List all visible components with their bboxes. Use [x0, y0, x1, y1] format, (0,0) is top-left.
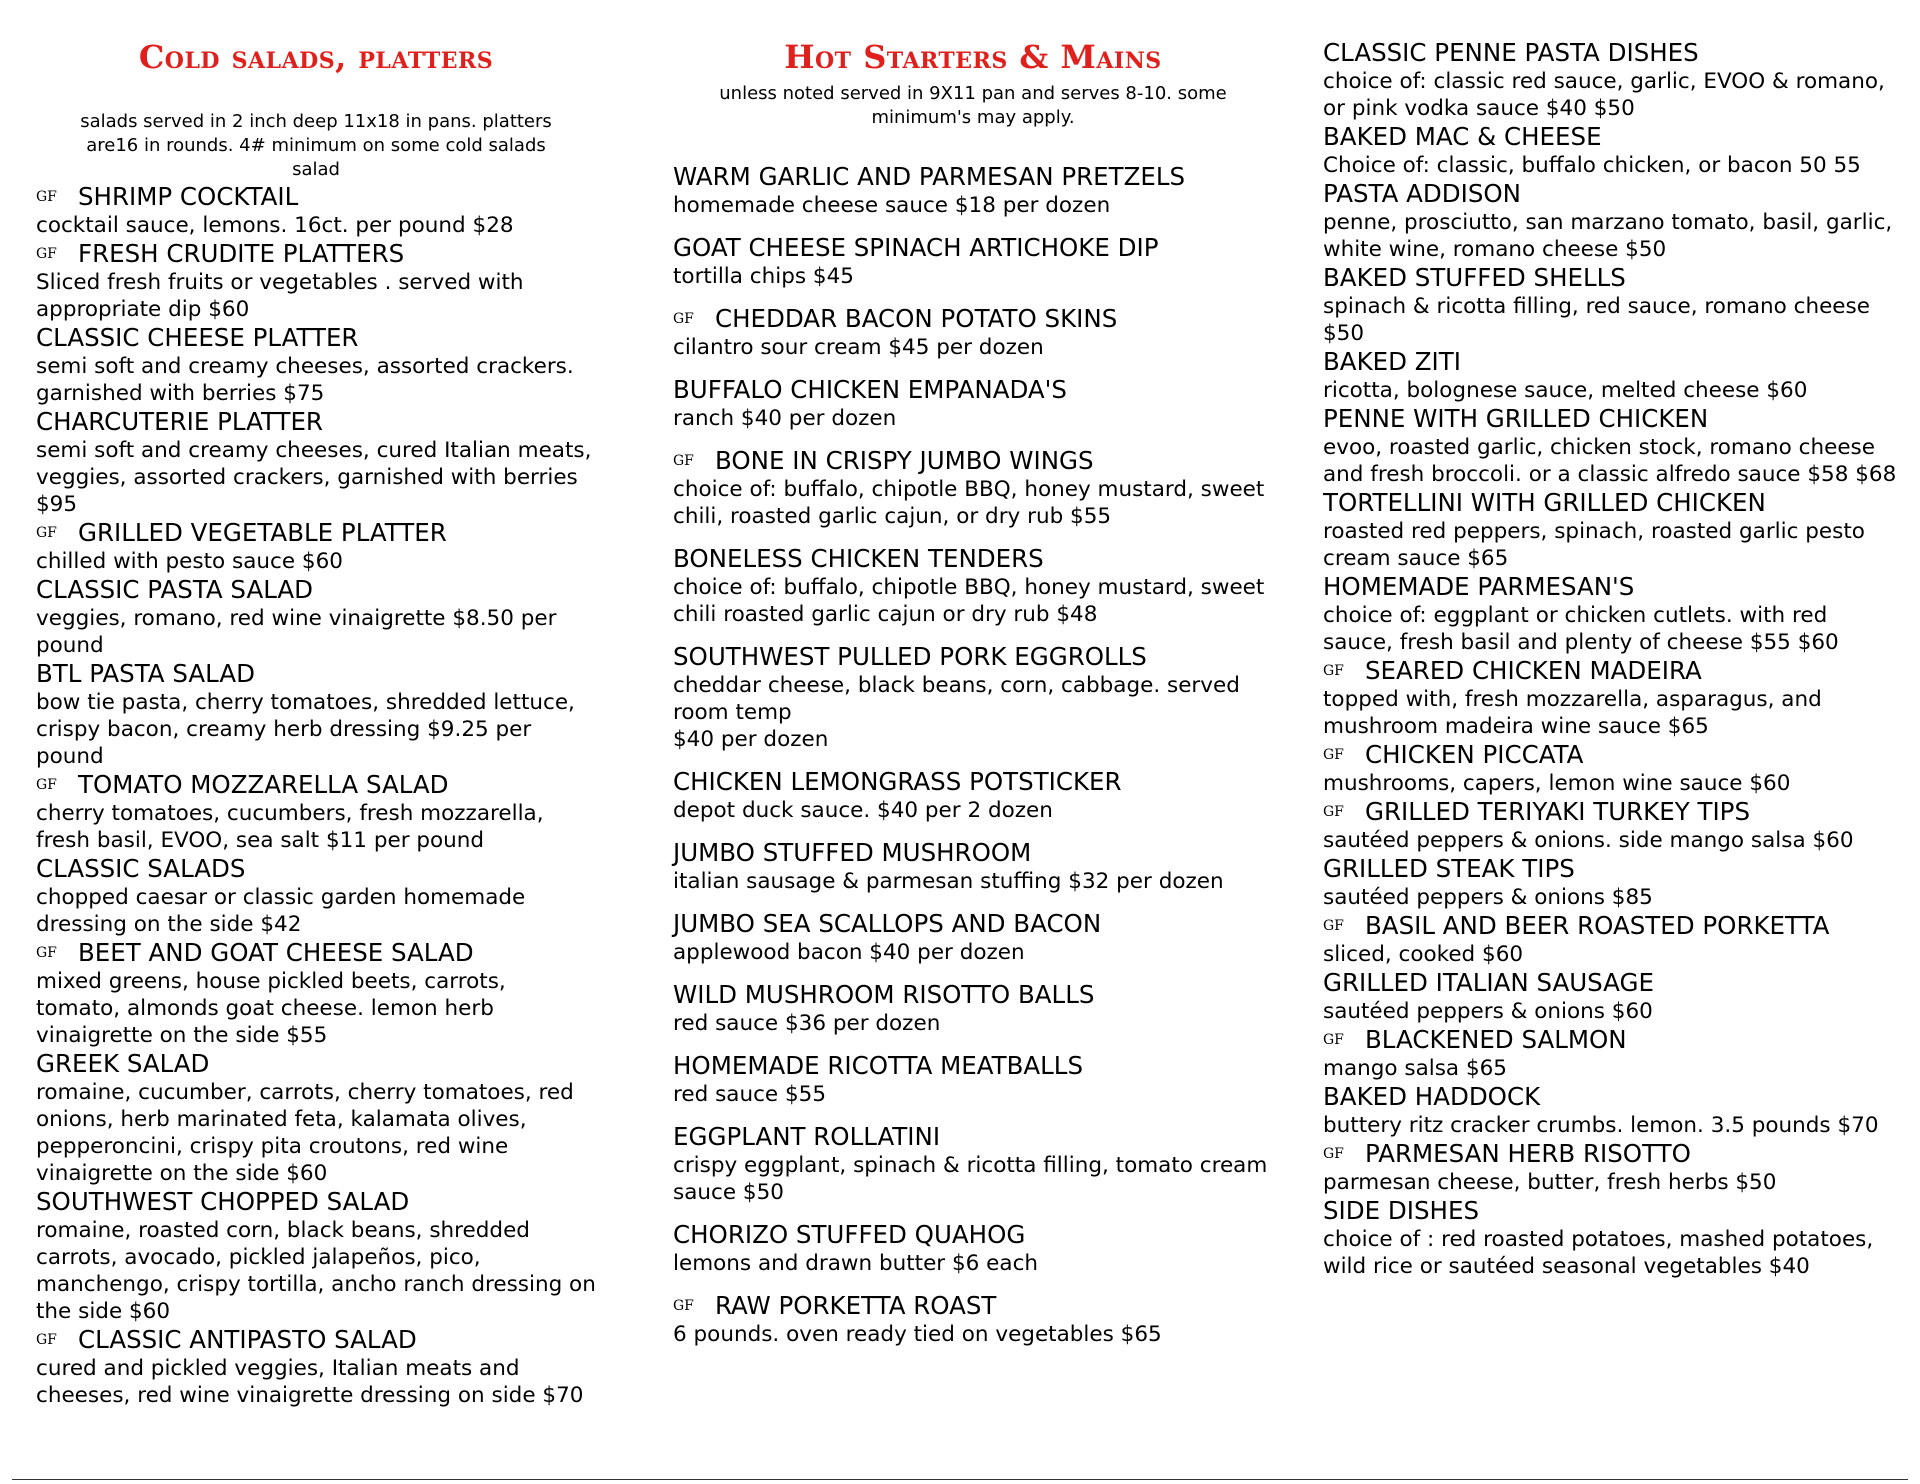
column-hot-starters — [673, 0, 1273, 1362]
menu-item-name: JUMBO STUFFED MUSHROOM — [673, 838, 1032, 867]
menu-item-description: applewood bacon $40 per dozen — [673, 940, 1025, 965]
menu-item-name: CLASSIC PASTA SALAD — [36, 575, 314, 604]
menu-item-title — [1323, 263, 1903, 293]
menu-item-description: sautéed peppers & onions $85 — [1323, 885, 1653, 910]
menu-item-description: ricotta, bolognese sauce, melted cheese $60 — [1323, 378, 1808, 403]
menu-item-name: WARM GARLIC AND PARMESAN PRETZELS — [673, 162, 1186, 191]
menu-item-description: sliced, cooked $60 — [1323, 942, 1524, 967]
menu-item — [36, 770, 596, 854]
gluten-free-marker: GF — [673, 453, 694, 469]
menu-item-name: BAKED MAC & CHEESE — [1323, 122, 1602, 151]
menu-item — [673, 642, 1273, 753]
menu-item-description: cured and pickled veggies, Italian meats and cheeses, red wine vinaigrette dressing on side $70 — [36, 1356, 584, 1408]
menu-item — [1323, 347, 1903, 404]
menu-item-title — [1323, 122, 1903, 152]
menu-item-name: FRESH CRUDITE PLATTERS — [78, 239, 405, 268]
gluten-free-marker: GF — [1323, 804, 1344, 820]
menu-item-description: ranch $40 per dozen — [673, 406, 897, 431]
menu-item-name: TOMATO MOZZARELLA SALAD — [78, 770, 449, 799]
menu-item-name: PENNE WITH GRILLED CHICKEN — [1323, 404, 1709, 433]
menu-item-description: italian sausage & parmesan stuffing $32 per dozen — [673, 869, 1224, 894]
section-heading-hot: Hot Starters & Mains — [784, 38, 1162, 76]
menu-item-name: WILD MUSHROOM RISOTTO BALLS — [673, 980, 1095, 1009]
menu-item — [1323, 263, 1903, 347]
menu-item-title — [36, 239, 596, 269]
menu-item-description: semi soft and creamy cheeses, cured Italian meats, veggies, assorted crackers, garnished with berries $95 — [36, 438, 592, 517]
menu-item — [1323, 404, 1903, 488]
menu-item — [673, 909, 1273, 966]
gluten-free-marker: GF — [673, 1298, 694, 1314]
menu-item-name: GRILLED VEGETABLE PLATTER — [78, 518, 447, 547]
menu-item — [673, 1122, 1273, 1206]
menu-item-name: BUFFALO CHICKEN EMPANADA'S — [673, 375, 1067, 404]
section-note-hot: unless noted served in 9X11 pan and serves 8-10. some minimum's may apply. — [719, 83, 1227, 128]
menu-item-name: SOUTHWEST PULLED PORK EGGROLLS — [673, 642, 1147, 671]
menu-item-description: sautéed peppers & onions $60 — [1323, 999, 1653, 1024]
menu-item-name: BEET AND GOAT CHEESE SALAD — [78, 938, 474, 967]
menu-list-mains — [1323, 38, 1903, 1280]
menu-item-title — [673, 980, 1273, 1010]
menu-item — [1323, 740, 1903, 797]
menu-item-name: CHARCUTERIE PLATTER — [36, 407, 323, 436]
menu-item — [1323, 1025, 1903, 1082]
menu-item — [1323, 656, 1903, 740]
menu-item — [36, 575, 596, 659]
menu-item-name: BAKED ZITI — [1323, 347, 1461, 376]
menu-item-description: parmesan cheese, butter, fresh herbs $50 — [1323, 1170, 1777, 1195]
menu-item-title — [673, 446, 1273, 476]
menu-item-description: crispy eggplant, spinach & ricotta filling, tomato cream sauce $50 — [673, 1153, 1268, 1205]
menu-item-description: topped with, fresh mozzarella, asparagus, and mushroom madeira wine sauce $65 — [1323, 687, 1822, 739]
menu-item-title — [1323, 572, 1903, 602]
menu-item — [673, 304, 1273, 361]
menu-item-description: Sliced fresh fruits or vegetables . served with appropriate dip $60 — [36, 270, 524, 322]
menu-item — [673, 1220, 1273, 1277]
menu-item-name: GRILLED TERIYAKI TURKEY TIPS — [1365, 797, 1751, 826]
menu-item-name: JUMBO SEA SCALLOPS AND BACON — [673, 909, 1102, 938]
menu-item — [1323, 572, 1903, 656]
gluten-free-marker: GF — [1323, 1146, 1344, 1162]
menu-item-title — [1323, 179, 1903, 209]
menu-item-title — [36, 575, 596, 605]
menu-list-hot — [673, 162, 1273, 1348]
menu-item-title — [1323, 1196, 1903, 1226]
menu-item — [1323, 1139, 1903, 1196]
gluten-free-marker: GF — [36, 945, 57, 961]
menu-item-description: mango salsa $65 — [1323, 1056, 1507, 1081]
menu-item-title — [36, 518, 596, 548]
menu-item-title — [36, 659, 596, 689]
menu-item-name: CLASSIC ANTIPASTO SALAD — [78, 1325, 417, 1354]
menu-item-description: choice of: buffalo, chipotle BBQ, honey mustard, sweet chili roasted garlic cajun or dry rub $48 — [673, 575, 1265, 627]
menu-item — [673, 1051, 1273, 1108]
menu-item-title — [1323, 404, 1903, 434]
menu-item — [36, 239, 596, 323]
menu-list-cold — [36, 182, 596, 1409]
menu-item-description: cheddar cheese, black beans, corn, cabbage. served room temp $40 per dozen — [673, 673, 1240, 752]
menu-item-title — [36, 770, 596, 800]
gluten-free-marker: GF — [36, 1332, 57, 1348]
menu-item-title — [1323, 1139, 1903, 1169]
menu-item-name: BONE IN CRISPY JUMBO WINGS — [715, 446, 1094, 475]
menu-item-name: TORTELLINI WITH GRILLED CHICKEN — [1323, 488, 1766, 517]
menu-item-title — [673, 1220, 1273, 1250]
menu-item-description: romaine, cucumber, carrots, cherry tomatoes, red onions, herb marinated feta, kalamata olives, pepperoncini, crispy pita croutons, red wine vinaigrette on the side $60 — [36, 1080, 574, 1186]
menu-item — [1323, 1196, 1903, 1280]
menu-item-description: tortilla chips $45 — [673, 264, 854, 289]
menu-item-title — [1323, 854, 1903, 884]
menu-item-description: choice of : red roasted potatoes, mashed potatoes, wild rice or sautéed seasonal vegetables $40 — [1323, 1227, 1874, 1279]
menu-item-name: HOMEMADE RICOTTA MEATBALLS — [673, 1051, 1084, 1080]
menu-item-description: 6 pounds. oven ready tied on vegetables $65 — [673, 1322, 1162, 1347]
menu-item — [673, 544, 1273, 628]
menu-item-name: CHORIZO STUFFED QUAHOG — [673, 1220, 1026, 1249]
menu-item-name: BAKED HADDOCK — [1323, 1082, 1541, 1111]
menu-item-name: GREEK SALAD — [36, 1049, 210, 1078]
menu-item-description: choice of: classic red sauce, garlic, EVOO & romano, or pink vodka sauce $40 $50 — [1323, 69, 1885, 121]
menu-item-name: PASTA ADDISON — [1323, 179, 1522, 208]
menu-item-title — [1323, 488, 1903, 518]
menu-item-title — [1323, 797, 1903, 827]
menu-item-name: BTL PASTA SALAD — [36, 659, 255, 688]
menu-item-title — [1323, 740, 1903, 770]
menu-item-title — [673, 767, 1273, 797]
gluten-free-marker: GF — [1323, 747, 1344, 763]
menu-item — [36, 182, 596, 239]
menu-item-name: BASIL AND BEER ROASTED PORKETTA — [1365, 911, 1830, 940]
menu-item-description: mixed greens, house pickled beets, carrots, tomato, almonds goat cheese. lemon herb vinaigrette on the side $55 — [36, 969, 506, 1048]
menu-item-title — [36, 938, 596, 968]
bottom-divider — [12, 1479, 1908, 1480]
menu-item — [673, 838, 1273, 895]
menu-item-description: cocktail sauce, lemons. 16ct. per pound $28 — [36, 213, 514, 238]
menu-item — [36, 1325, 596, 1409]
section-note-cold: salads served in 2 inch deep 11x18 in pans. platters are16 in rounds. 4# minimum on some cold salads salad — [80, 111, 552, 180]
menu-item — [1323, 911, 1903, 968]
menu-item — [1323, 122, 1903, 179]
menu-item-title — [673, 909, 1273, 939]
menu-item-name: GRILLED STEAK TIPS — [1323, 854, 1575, 883]
menu-item-description: evoo, roasted garlic, chicken stock, romano cheese and fresh broccoli. or a classic alfredo sauce $58 $68 — [1323, 435, 1897, 487]
menu-item-title — [673, 1122, 1273, 1152]
menu-item-description: choice of: eggplant or chicken cutlets. with red sauce, fresh basil and plenty of cheese $55 $60 — [1323, 603, 1839, 655]
menu-item-description: cherry tomatoes, cucumbers, fresh mozzarella, fresh basil, EVOO, sea salt $11 per pound — [36, 801, 544, 853]
menu-item-name: CHICKEN PICCATA — [1365, 740, 1584, 769]
menu-item-description: red sauce $36 per dozen — [673, 1011, 941, 1036]
menu-item-description: choice of: buffalo, chipotle BBQ, honey mustard, sweet chili, roasted garlic cajun, or dry rub $55 — [673, 477, 1265, 529]
menu-item-description: sautéed peppers & onions. side mango salsa $60 — [1323, 828, 1854, 853]
menu-item-name: HOMEMADE PARMESAN'S — [1323, 572, 1635, 601]
menu-item-description: chilled with pesto sauce $60 — [36, 549, 343, 574]
menu-item-description: mushrooms, capers, lemon wine sauce $60 — [1323, 771, 1791, 796]
menu-item-title — [36, 407, 596, 437]
menu-item — [36, 854, 596, 938]
menu-item-name: SHRIMP COCKTAIL — [78, 182, 299, 211]
menu-item-name: GOAT CHEESE SPINACH ARTICHOKE DIP — [673, 233, 1159, 262]
menu-item-name: CHICKEN LEMONGRASS POTSTICKER — [673, 767, 1122, 796]
menu-item-description: romaine, roasted corn, black beans, shredded carrots, avocado, pickled jalapeños, pico, manchengo, crispy tortilla, ancho ranch dressing on the side $60 — [36, 1218, 596, 1324]
menu-item-name: BLACKENED SALMON — [1365, 1025, 1627, 1054]
menu-item — [673, 767, 1273, 824]
menu-item-title — [36, 323, 596, 353]
menu-item-description: lemons and drawn butter $6 each — [673, 1251, 1039, 1276]
menu-item — [36, 407, 596, 518]
menu-item-title — [673, 1291, 1273, 1321]
gluten-free-marker: GF — [36, 246, 57, 262]
menu-item — [1323, 179, 1903, 263]
menu-item-name: CLASSIC SALADS — [36, 854, 246, 883]
menu-item — [36, 938, 596, 1049]
menu-item-description: veggies, romano, red wine vinaigrette $8.50 per pound — [36, 606, 557, 658]
menu-item-title — [1323, 656, 1903, 686]
menu-item — [673, 446, 1273, 530]
menu-item-title — [1323, 1082, 1903, 1112]
menu-item — [1323, 488, 1903, 572]
menu-item-title — [1323, 38, 1903, 68]
menu-item — [673, 162, 1273, 219]
menu-item-name: EGGPLANT ROLLATINI — [673, 1122, 941, 1151]
gluten-free-marker: GF — [673, 311, 694, 327]
menu-item-name: PARMESAN HERB RISOTTO — [1365, 1139, 1691, 1168]
menu-item-description: bow tie pasta, cherry tomatoes, shredded lettuce, crispy bacon, creamy herb dressing $9.25 per pound — [36, 690, 575, 769]
menu-item-title — [673, 375, 1273, 405]
menu-item-name: GRILLED ITALIAN SAUSAGE — [1323, 968, 1654, 997]
menu-item-title — [673, 162, 1273, 192]
menu-item-name: CLASSIC CHEESE PLATTER — [36, 323, 359, 352]
gluten-free-marker: GF — [36, 525, 57, 541]
menu-item-description: red sauce $55 — [673, 1082, 826, 1107]
menu-item-name: SOUTHWEST CHOPPED SALAD — [36, 1187, 410, 1216]
menu-item-title — [673, 304, 1273, 334]
menu-item-title — [673, 642, 1273, 672]
menu-item-title — [1323, 1025, 1903, 1055]
menu-item-name: RAW PORKETTA ROAST — [715, 1291, 997, 1320]
menu-item — [1323, 854, 1903, 911]
menu-item-description: penne, prosciutto, san marzano tomato, basil, garlic, white wine, romano cheese $50 — [1323, 210, 1893, 262]
menu-item-name: SIDE DISHES — [1323, 1196, 1480, 1225]
menu-item-description: roasted red peppers, spinach, roasted garlic pesto cream sauce $65 — [1323, 519, 1865, 571]
menu-item-description: buttery ritz cracker crumbs. lemon. 3.5 pounds $70 — [1323, 1113, 1879, 1138]
menu-item-title — [1323, 968, 1903, 998]
menu-item — [673, 980, 1273, 1037]
menu-item-description: chopped caesar or classic garden homemade dressing on the side $42 — [36, 885, 526, 937]
section-heading-cold: Cold salads, platters — [138, 38, 494, 76]
menu-item — [36, 323, 596, 407]
menu-item-description: Choice of: classic, buffalo chicken, or bacon 50 55 — [1323, 153, 1861, 178]
menu-item-name: BONELESS CHICKEN TENDERS — [673, 544, 1044, 573]
menu-item — [36, 1049, 596, 1187]
menu-item-title — [36, 1049, 596, 1079]
menu-item-name: CHEDDAR BACON POTATO SKINS — [715, 304, 1118, 333]
menu-item-title — [673, 233, 1273, 263]
menu-item-title — [673, 838, 1273, 868]
gluten-free-marker: GF — [1323, 663, 1344, 679]
menu-item-title — [36, 854, 596, 884]
menu-item-title — [36, 1187, 596, 1217]
menu-item-description: spinach & ricotta filling, red sauce, romano cheese $50 — [1323, 294, 1870, 346]
menu-item-title — [1323, 347, 1903, 377]
menu-item-name: BAKED STUFFED SHELLS — [1323, 263, 1626, 292]
menu-item — [36, 659, 596, 770]
menu-item-title — [36, 1325, 596, 1355]
gluten-free-marker: GF — [36, 189, 57, 205]
menu-item-title — [673, 1051, 1273, 1081]
menu-item — [673, 1291, 1273, 1348]
menu-item-title — [1323, 911, 1903, 941]
menu-item — [673, 233, 1273, 290]
menu-item-description: semi soft and creamy cheeses, assorted crackers. garnished with berries $75 — [36, 354, 574, 406]
menu-item — [1323, 968, 1903, 1025]
menu-item-description: cilantro sour cream $45 per dozen — [673, 335, 1044, 360]
menu-item-name: CLASSIC PENNE PASTA DISHES — [1323, 38, 1699, 67]
menu-item — [673, 375, 1273, 432]
menu-item-description: homemade cheese sauce $18 per dozen — [673, 193, 1111, 218]
gluten-free-marker: GF — [36, 777, 57, 793]
gluten-free-marker: GF — [1323, 918, 1344, 934]
menu-item-description: depot duck sauce. $40 per 2 dozen — [673, 798, 1053, 823]
menu-item — [1323, 1082, 1903, 1139]
menu-item — [1323, 38, 1903, 122]
column-mains — [1323, 0, 1903, 1280]
column-cold-salads — [36, 0, 596, 1409]
menu-item — [1323, 797, 1903, 854]
menu-item-title — [36, 182, 596, 212]
menu-item — [36, 1187, 596, 1325]
menu-item-name: SEARED CHICKEN MADEIRA — [1365, 656, 1702, 685]
menu-item-title — [673, 544, 1273, 574]
gluten-free-marker: GF — [1323, 1032, 1344, 1048]
menu-item — [36, 518, 596, 575]
